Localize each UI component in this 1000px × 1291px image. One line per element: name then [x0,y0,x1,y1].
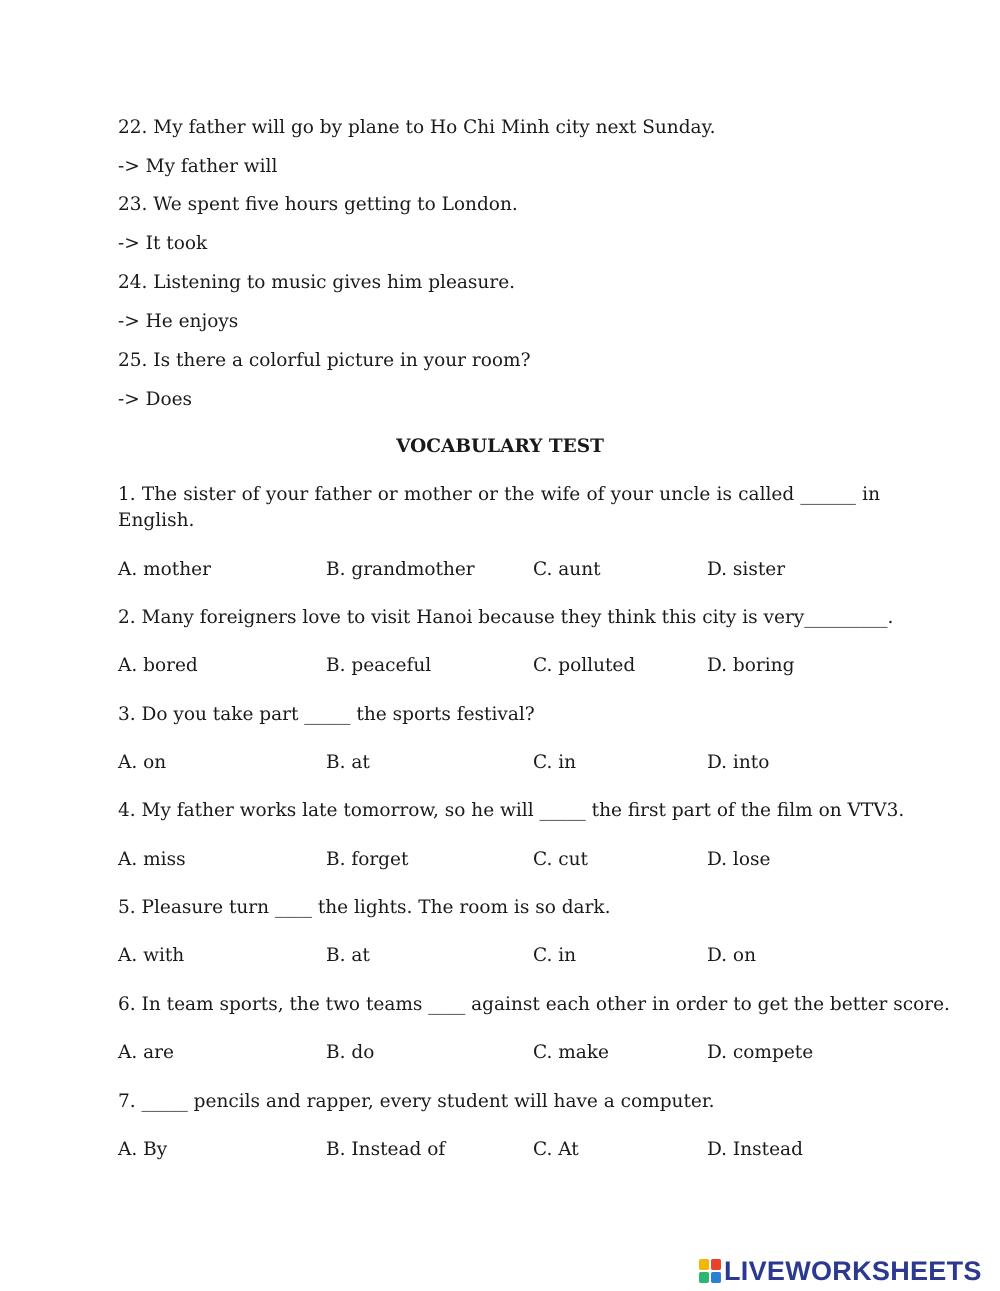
q3-option-d[interactable]: D. into [707,752,770,773]
transform-prompt-23: 23. We spent five hours getting to London. [118,194,518,215]
q4-option-d[interactable]: D. lose [707,849,771,870]
q4-option-b[interactable]: B. forget [326,849,409,870]
q7-option-b[interactable]: B. Instead of [326,1139,446,1160]
q1-option-b[interactable]: B. grandmother [326,559,475,580]
q3-option-b[interactable]: B. at [326,752,370,773]
transform-answer-23: -> It took [118,233,208,254]
q5-option-c[interactable]: C. in [533,945,577,966]
q7-option-a[interactable]: A. By [118,1139,168,1160]
q5-option-d[interactable]: D. on [707,945,756,966]
q7-option-c[interactable]: C. At [533,1139,579,1160]
transform-answer-25: -> Does [118,389,193,410]
q5-option-b[interactable]: B. at [326,945,370,966]
q6-option-b[interactable]: B. do [326,1042,375,1063]
question-5: 5. Pleasure turn ____ the lights. The room is so dark. [118,897,611,918]
logo-mark-icon [698,1258,722,1284]
q6-option-c[interactable]: C. make [533,1042,609,1063]
q7-option-d[interactable]: D. Instead [707,1139,803,1160]
transform-prompt-25: 25. Is there a colorful picture in your room? [118,350,531,371]
question-4: 4. My father works late tomorrow, so he will _____ the first part of the film on VTV3. [118,800,905,821]
question-3: 3. Do you take part _____ the sports festival? [118,704,535,725]
transform-prompt-22: 22. My father will go by plane to Ho Chi Minh city next Sunday. [118,117,716,138]
question-7: 7. _____ pencils and rapper, every student will have a computer. [118,1091,715,1112]
q4-option-c[interactable]: C. cut [533,849,588,870]
question-1: 1. The sister of your father or mother or the wife of your uncle is called ______ in English. [118,484,880,531]
q2-option-d[interactable]: D. boring [707,655,795,676]
liveworksheets-logo[interactable] [698,1256,982,1286]
transform-answer-22: -> My father will [118,156,278,177]
q2-option-a[interactable]: A. bored [118,655,198,676]
section-title: VOCABULARY TEST [396,436,604,457]
q1-option-a[interactable]: A. mother [118,559,211,580]
transform-answer-24: -> He enjoys [118,311,239,332]
q1-option-c[interactable]: C. aunt [533,559,601,580]
logo-text: LIVEWORKSHEETS [724,1255,982,1286]
q6-option-d[interactable]: D. compete [707,1042,814,1063]
q3-option-c[interactable]: C. in [533,752,577,773]
q3-option-a[interactable]: A. on [118,752,167,773]
q2-option-c[interactable]: C. polluted [533,655,636,676]
question-2: 2. Many foreigners love to visit Hanoi because they think this city is very_________. [118,607,894,628]
q2-option-b[interactable]: B. peaceful [326,655,432,676]
question-6: 6. In team sports, the two teams ____ against each other in order to get the better score. [118,994,950,1015]
transform-prompt-24: 24. Listening to music gives him pleasure. [118,272,516,293]
q1-option-d[interactable]: D. sister [707,559,786,580]
q4-option-a[interactable]: A. miss [118,849,186,870]
q6-option-a[interactable]: A. are [118,1042,174,1063]
q5-option-a[interactable]: A. with [118,945,185,966]
